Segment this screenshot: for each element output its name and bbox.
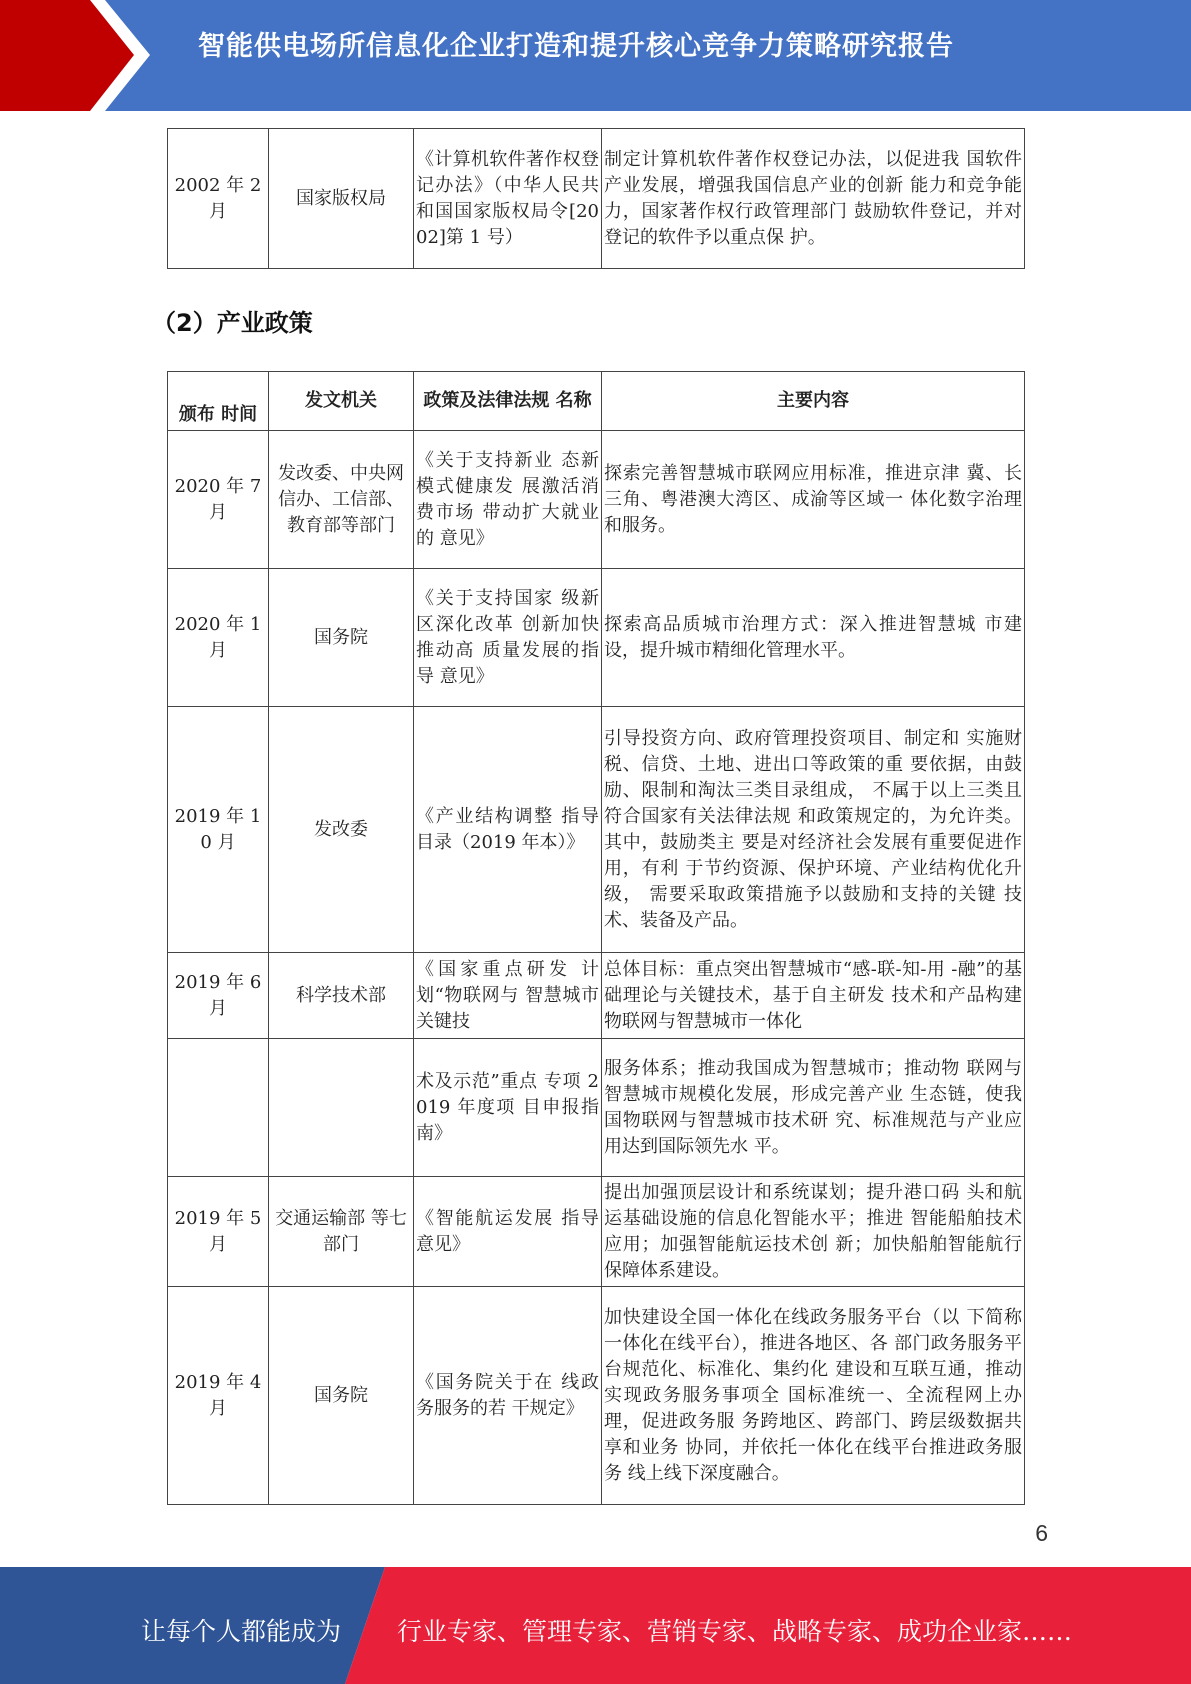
page-footer [0,1567,1191,1684]
column-header-agency: 发文机关 [269,372,414,431]
main-content: 加快建设全国一体化在线政务服务平台（以 下简称一体化在线平台），推进各地区、各 部门政务服务平台规范化、标准化、集约化 建设和互联互通，推动实现政务服务事项全 国标准统一、全流程网上办理，促进政务服 务跨地区、跨部门、跨层级数据共享和业务 协同，并依托一体化在线平台推进政务服务 线上线下深度融合。 [602,1287,1025,1505]
issue-date: 2020 年 7 月 [168,431,269,569]
issue-date: 2019 年 5 月 [168,1177,269,1287]
section-heading: （2）产业政策 [152,309,313,337]
policy-name: 《智能航运发展 指导意见》 [414,1177,602,1287]
issuing-agency: 发改委 [269,707,414,953]
page-header [0,0,1191,111]
issuing-agency: 国务院 [269,569,414,707]
issuing-agency: 交通运输部 等七部门 [269,1177,414,1287]
industry-policy-table [167,371,1025,1505]
table-row [168,1039,1025,1177]
issue-date: 2020 年 1 月 [168,569,269,707]
policy-name: 术及示范”重点 专项 2019 年度项 目申报指南》 [414,1039,602,1177]
issue-date: 2002 年 2 月 [168,129,269,269]
policy-name: 《国家重点研发 计划“物联网与 智慧城市关键技 [414,953,602,1039]
main-content: 总体目标：重点突出智慧城市“感-联-知-用 -融”的基础理论与关键技术，基于自主研发 技术和产品构建物联网与智慧城市一体化 [602,953,1025,1039]
table-row [168,431,1025,569]
header-arrow-decoration [0,0,160,111]
column-header-policy: 政策及法律法规 名称 [414,372,602,431]
table-row [168,953,1025,1039]
policy-name: 《关于支持新业 态新模式健康发 展激活消费市场 带动扩大就业的 意见》 [414,431,602,569]
table-row [168,1287,1025,1505]
issue-date: 2019 年 10 月 [168,707,269,953]
policy-name: 《国务院关于在 线政务服务的若 干规定》 [414,1287,602,1505]
report-title: 智能供电场所信息化企业打造和提升核心竞争力策略研究报告 [198,31,954,62]
policy-name: 《计算机软件著作权登记办法》（中华人民共和国国家版权局令[2002]第 1 号） [414,129,602,269]
policy-name: 《产业结构调整 指导目录（2019 年本）》 [414,707,602,953]
column-header-date: 颁布 时间 [168,372,269,431]
issuing-agency: 发改委、中央网信办、工信部、教育部等部门 [269,431,414,569]
policy-name: 《关于支持国家 级新区深化改革 创新加快推动高 质量发展的指导 意见》 [414,569,602,707]
issuing-agency: 国务院 [269,1287,414,1505]
main-content: 探索高品质城市治理方式：深入推进智慧城 市建设，提升城市精细化管理水平。 [602,569,1025,707]
issue-date: 2019 年 6 月 [168,953,269,1039]
page-number: 6 [1035,1520,1048,1546]
copyright-policy-table [167,128,1025,269]
main-content: 服务体系；推动我国成为智慧城市；推动物 联网与智慧城市规模化发展，形成完善产业 生态链，使我国物联网与智慧城市技术研 究、标准规范与产业应用达到国际领先水 平。 [602,1039,1025,1177]
main-content: 制定计算机软件著作权登记办法，以促进我 国软件产业发展，增强我国信息产业的创新 能力和竞争能力，国家著作权行政管理部门 鼓励软件登记，并对登记的软件予以重点保 护。 [602,129,1025,269]
main-content: 引导投资方向、政府管理投资项目、制定和 实施财税、信贷、土地、进出口等政策的重 要依据，由鼓励、限制和淘汰三类目录组成， 不属于以上三类且符合国家有关法律法规 和政策规定的，为允许类。其中，鼓励类主 要是对经济社会发展有重要促进作用，有利 于节约资源、保护环境、产业结构优化升级， 需要采取政策措施予以鼓励和支持的关键 技术、装备及产品。 [602,707,1025,953]
table-row [168,129,1025,269]
table-header-row [168,372,1025,431]
footer-slogan-left: 让每个人都能成为 [141,1617,342,1646]
issue-date: 2019 年 4 月 [168,1287,269,1505]
table-row [168,569,1025,707]
main-content: 探索完善智慧城市联网应用标准，推进京津 冀、长三角、粤港澳大湾区、成渝等区域一 体化数字治理和服务。 [602,431,1025,569]
issuing-agency: 国家版权局 [269,129,414,269]
issuing-agency: 科学技术部 [269,953,414,1039]
issuing-agency [269,1039,414,1177]
table-row [168,707,1025,953]
column-header-content: 主要内容 [602,372,1025,431]
main-content: 提出加强顶层设计和系统谋划；提升港口码 头和航运基础设施的信息化智能水平；推进 智能船舶技术应用；加强智能航运技术创 新；加快船舶智能航行保障体系建设。 [602,1177,1025,1287]
issue-date [168,1039,269,1177]
footer-slogan-right: 行业专家、管理专家、营销专家、战略专家、成功企业家…… [397,1617,1073,1646]
table-row [168,1177,1025,1287]
